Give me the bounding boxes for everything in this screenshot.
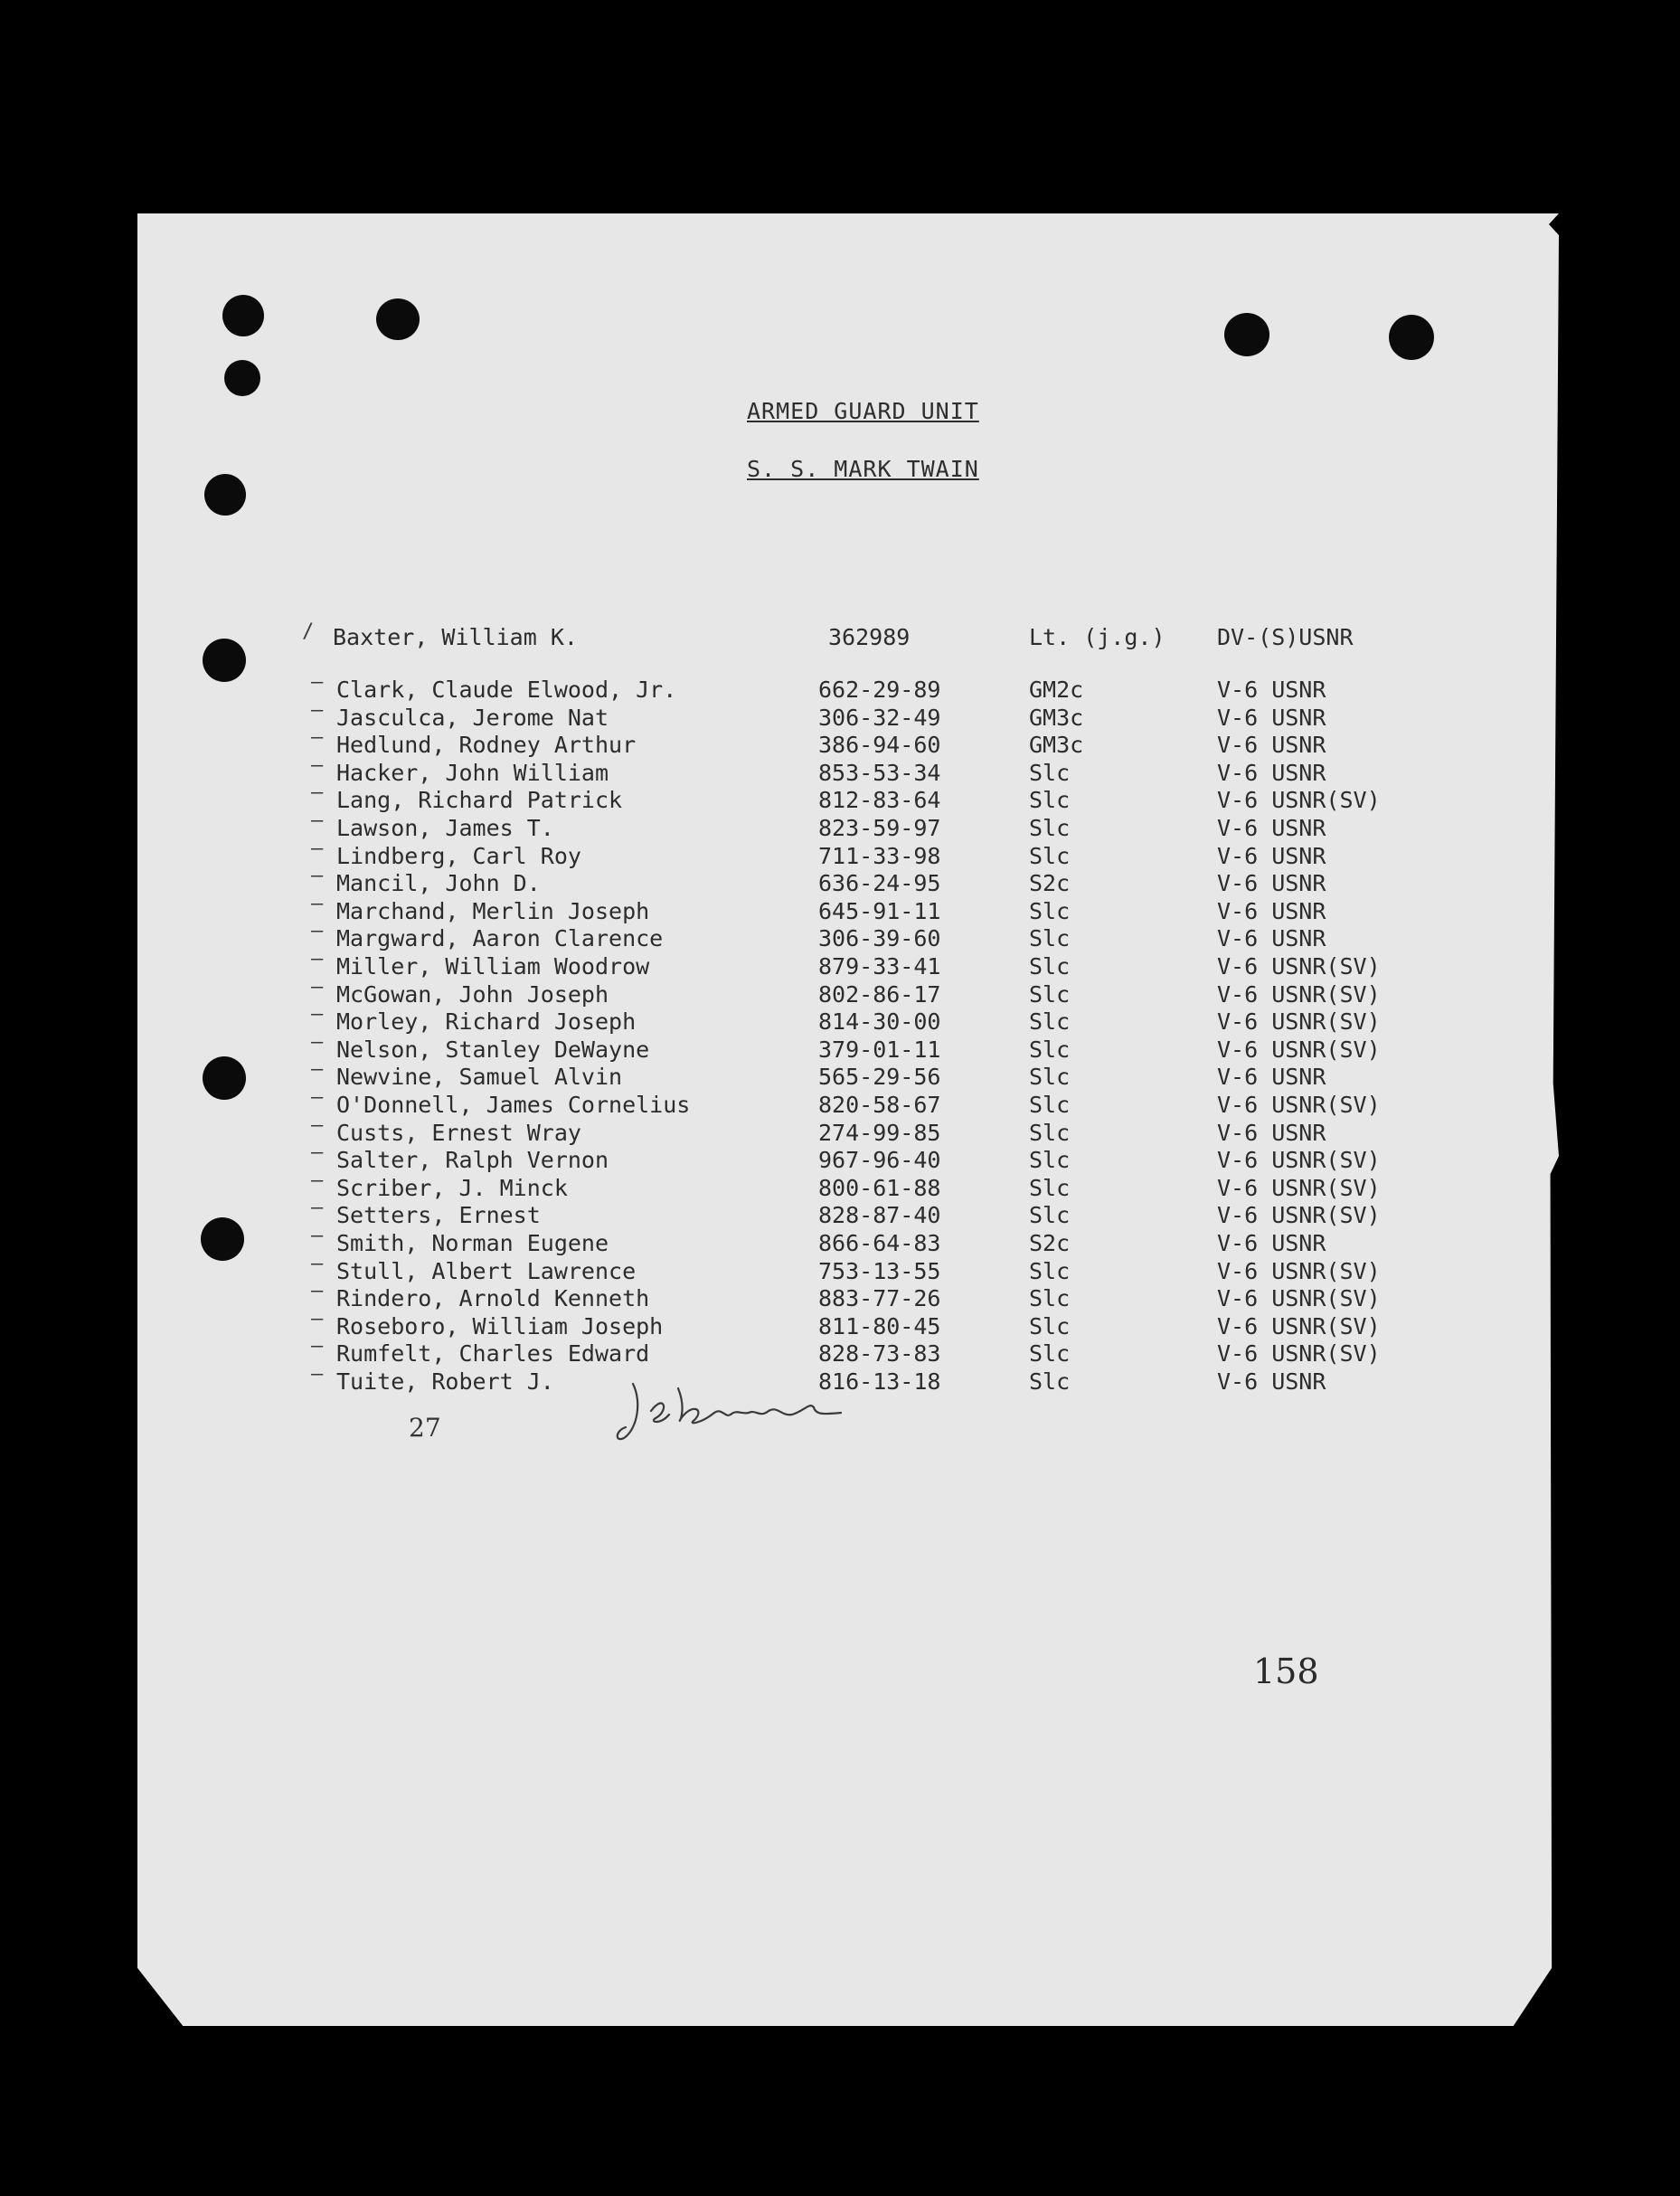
crew-rate: Slc	[1029, 1202, 1071, 1229]
punch-hole	[204, 474, 246, 516]
crew-class: V-6 USNR(SV)	[1217, 1036, 1381, 1063]
check-mark-icon: –	[311, 1030, 324, 1054]
crew-class: V-6 USNR(SV)	[1217, 1340, 1381, 1368]
crew-rate: Slc	[1029, 1147, 1071, 1174]
check-mark-icon: –	[311, 1003, 324, 1027]
check-mark-icon: –	[311, 1363, 324, 1386]
crew-row	[0, 1086, 1680, 1119]
crew-row	[0, 1252, 1680, 1285]
check-mark-icon: –	[311, 1280, 324, 1303]
crew-service-number: 645-91-11	[818, 897, 941, 924]
punch-hole	[1389, 315, 1434, 360]
crew-rate: Slc	[1029, 1368, 1071, 1395]
crew-service-number: 565-29-56	[818, 1064, 941, 1091]
heading-unit: ARMED GUARD UNIT	[747, 398, 979, 424]
crew-rate: Slc	[1029, 1340, 1071, 1368]
crew-class: V-6 USNR(SV)	[1217, 1174, 1381, 1201]
crew-class: V-6 USNR(SV)	[1217, 980, 1381, 1008]
crew-rate: GM2c	[1029, 677, 1084, 703]
crew-class: V-6 USNR(SV)	[1217, 787, 1381, 814]
check-mark-icon: –	[311, 753, 324, 777]
officer-rate: Lt. (j.g.)	[1029, 624, 1166, 650]
crew-class: V-6 USNR	[1217, 1230, 1326, 1256]
crew-service-number: 866-64-83	[818, 1230, 941, 1256]
crew-service-number: 636-24-95	[818, 870, 941, 897]
crew-rate: Slc	[1029, 842, 1071, 869]
crew-row	[0, 1113, 1680, 1147]
officer-number: 362989	[828, 624, 911, 650]
check-mark-icon: –	[311, 1252, 324, 1275]
crew-class: V-6 USNR(SV)	[1217, 1202, 1381, 1229]
punch-hole	[222, 295, 264, 336]
crew-name: Morley, Richard Joseph	[336, 1008, 637, 1036]
check-mark-icon: –	[311, 781, 324, 805]
crew-rate: Slc	[1029, 1036, 1071, 1063]
crew-service-number: 274-99-85	[818, 1119, 941, 1146]
crew-name: Hacker, John William	[336, 759, 609, 786]
crew-name: Hedlund, Rodney Arthur	[336, 732, 637, 759]
check-mark-icon: –	[311, 809, 324, 832]
crew-service-number: 828-87-40	[818, 1202, 941, 1229]
punch-hole	[1224, 313, 1269, 356]
crew-rate: Slc	[1029, 1312, 1071, 1339]
crew-rate: Slc	[1029, 1064, 1071, 1091]
crew-rate: Slc	[1029, 897, 1071, 924]
crew-name: Miller, William Woodrow	[336, 953, 650, 980]
crew-row	[0, 1280, 1680, 1312]
crew-row	[0, 809, 1680, 842]
check-mark-icon: –	[311, 698, 324, 722]
crew-rate: Slc	[1029, 1174, 1071, 1201]
crew-class: V-6 USNR	[1217, 677, 1326, 703]
crew-row	[0, 1058, 1680, 1091]
crew-class: V-6 USNR	[1217, 1368, 1326, 1395]
crew-class: V-6 USNR(SV)	[1217, 1285, 1381, 1312]
crew-row	[0, 1225, 1680, 1257]
crew-rate: Slc	[1029, 1285, 1071, 1312]
crew-service-number: 711-33-98	[818, 842, 941, 869]
check-mark-icon: –	[311, 1141, 324, 1165]
crew-row	[0, 1169, 1680, 1202]
crew-name: Stull, Albert Lawrence	[336, 1257, 637, 1284]
crew-rate: GM3c	[1029, 732, 1084, 759]
crew-name: Custs, Ernest Wray	[336, 1119, 581, 1146]
crew-class: V-6 USNR	[1217, 870, 1326, 897]
crew-rate: Slc	[1029, 925, 1071, 952]
crew-rate: Slc	[1029, 815, 1071, 841]
crew-name: Salter, Ralph Vernon	[336, 1147, 609, 1174]
crew-rate: Slc	[1029, 1008, 1071, 1036]
crew-service-number: 306-39-60	[818, 925, 941, 952]
crew-row	[0, 1335, 1680, 1368]
crew-name: Clark, Claude Elwood, Jr.	[336, 677, 677, 703]
crew-row	[0, 920, 1680, 952]
check-mark-icon: –	[311, 892, 324, 915]
crew-name: Mancil, John D.	[336, 870, 541, 897]
handwritten-count: 27	[409, 1413, 441, 1443]
crew-rate: Slc	[1029, 1092, 1071, 1118]
crew-service-number: 816-13-18	[818, 1368, 941, 1395]
crew-row	[0, 1003, 1680, 1036]
crew-rate: Slc	[1029, 1119, 1071, 1146]
crew-name: Rumfelt, Charles Edward	[336, 1340, 650, 1368]
crew-rate: S2c	[1029, 1230, 1071, 1256]
crew-class: V-6 USNR	[1217, 815, 1326, 841]
punch-hole	[376, 298, 420, 340]
crew-name: Margward, Aaron Clarence	[336, 925, 664, 952]
crew-service-number: 820-58-67	[818, 1092, 941, 1118]
crew-class: V-6 USNR	[1217, 759, 1326, 786]
crew-service-number: 379-01-11	[818, 1036, 941, 1063]
crew-rate: Slc	[1029, 1257, 1071, 1284]
crew-service-number: 814-30-00	[818, 1008, 941, 1036]
crew-rate: S2c	[1029, 870, 1071, 897]
crew-service-number: 800-61-88	[818, 1174, 941, 1201]
crew-class: V-6 USNR	[1217, 925, 1326, 952]
crew-class: V-6 USNR	[1217, 842, 1326, 869]
crew-name: Marchand, Merlin Joseph	[336, 897, 650, 924]
crew-name: Lindberg, Carl Roy	[336, 842, 581, 869]
heading-ship: S. S. MARK TWAIN	[747, 456, 979, 482]
check-mark-icon: –	[311, 1307, 324, 1330]
crew-row	[0, 1030, 1680, 1064]
crew-name: Roseboro, William Joseph	[336, 1312, 664, 1339]
crew-class: V-6 USNR	[1217, 704, 1326, 731]
crew-service-number: 853-53-34	[818, 759, 941, 786]
crew-service-number: 386-94-60	[818, 732, 941, 759]
check-mark-icon: –	[311, 1113, 324, 1137]
crew-class: V-6 USNR(SV)	[1217, 1092, 1381, 1118]
crew-row	[0, 865, 1680, 897]
crew-class: V-6 USNR	[1217, 897, 1326, 924]
crew-name: Lawson, James T.	[336, 815, 554, 841]
crew-row	[0, 975, 1680, 1008]
crew-row	[0, 671, 1680, 704]
crew-service-number: 306-32-49	[818, 704, 941, 731]
crew-class: V-6 USNR(SV)	[1217, 1147, 1381, 1174]
crew-row	[0, 726, 1680, 759]
signature-image	[615, 1375, 859, 1451]
crew-service-number: 883-77-26	[818, 1285, 941, 1312]
crew-name: Rindero, Arnold Kenneth	[336, 1285, 650, 1312]
crew-service-number: 967-96-40	[818, 1147, 941, 1174]
crew-class: V-6 USNR(SV)	[1217, 1312, 1381, 1339]
crew-service-number: 753-13-55	[818, 1257, 941, 1284]
page-number: 158	[1253, 1652, 1319, 1691]
crew-rate: Slc	[1029, 759, 1071, 786]
check-mark-icon: –	[311, 1225, 324, 1247]
check-mark-icon: –	[311, 920, 324, 943]
crew-class: V-6 USNR(SV)	[1217, 953, 1381, 980]
crew-service-number: 879-33-41	[818, 953, 941, 980]
crew-service-number: 811-80-45	[818, 1312, 941, 1339]
crew-rate: Slc	[1029, 787, 1071, 814]
officer-row	[0, 620, 1680, 651]
crew-row	[0, 837, 1680, 870]
officer-name: Baxter, William K.	[333, 624, 578, 650]
crew-row	[0, 892, 1680, 925]
check-mark-icon: /	[302, 620, 315, 643]
crew-class: V-6 USNR(SV)	[1217, 1008, 1381, 1036]
check-mark-icon: –	[311, 1169, 324, 1192]
crew-name: McGowan, John Joseph	[336, 980, 609, 1008]
crew-row	[0, 1141, 1680, 1174]
crew-name: Nelson, Stanley DeWayne	[336, 1036, 650, 1063]
crew-service-number: 812-83-64	[818, 787, 941, 814]
crew-name: Tuite, Robert J.	[336, 1368, 554, 1395]
officer-class: DV-(S)USNR	[1217, 624, 1354, 650]
crew-name: Smith, Norman Eugene	[336, 1230, 609, 1256]
crew-service-number: 802-86-17	[818, 980, 941, 1008]
crew-name: Lang, Richard Patrick	[336, 787, 623, 814]
check-mark-icon: –	[311, 1197, 324, 1220]
crew-row	[0, 948, 1680, 980]
check-mark-icon: –	[311, 1335, 324, 1358]
check-mark-icon: –	[311, 726, 324, 750]
crew-service-number: 823-59-97	[818, 815, 941, 841]
check-mark-icon: –	[311, 1086, 324, 1109]
crew-service-number: 828-73-83	[818, 1340, 941, 1368]
check-mark-icon: –	[311, 975, 324, 999]
crew-name: Newvine, Samuel Alvin	[336, 1064, 623, 1091]
crew-rate: Slc	[1029, 980, 1071, 1008]
crew-row	[0, 753, 1680, 787]
crew-row	[0, 1197, 1680, 1229]
crew-service-number: 662-29-89	[818, 677, 941, 703]
crew-class: V-6 USNR	[1217, 1064, 1326, 1091]
check-mark-icon: –	[311, 1058, 324, 1082]
crew-name: Scriber, J. Minck	[336, 1174, 568, 1201]
crew-row	[0, 1307, 1680, 1340]
check-mark-icon: –	[311, 671, 324, 694]
crew-row	[0, 698, 1680, 732]
check-mark-icon: –	[311, 948, 324, 970]
crew-name: O'Donnell, James Cornelius	[336, 1092, 691, 1118]
crew-class: V-6 USNR	[1217, 1119, 1326, 1146]
crew-name: Jasculca, Jerome Nat	[336, 704, 609, 731]
crew-name: Setters, Ernest	[336, 1202, 541, 1229]
crew-row	[0, 781, 1680, 814]
crew-rate: Slc	[1029, 953, 1071, 980]
crew-class: V-6 USNR	[1217, 732, 1326, 759]
crew-class: V-6 USNR(SV)	[1217, 1257, 1381, 1284]
check-mark-icon: –	[311, 837, 324, 860]
check-mark-icon: –	[311, 865, 324, 888]
punch-hole	[224, 360, 260, 396]
crew-rate: GM3c	[1029, 704, 1084, 731]
